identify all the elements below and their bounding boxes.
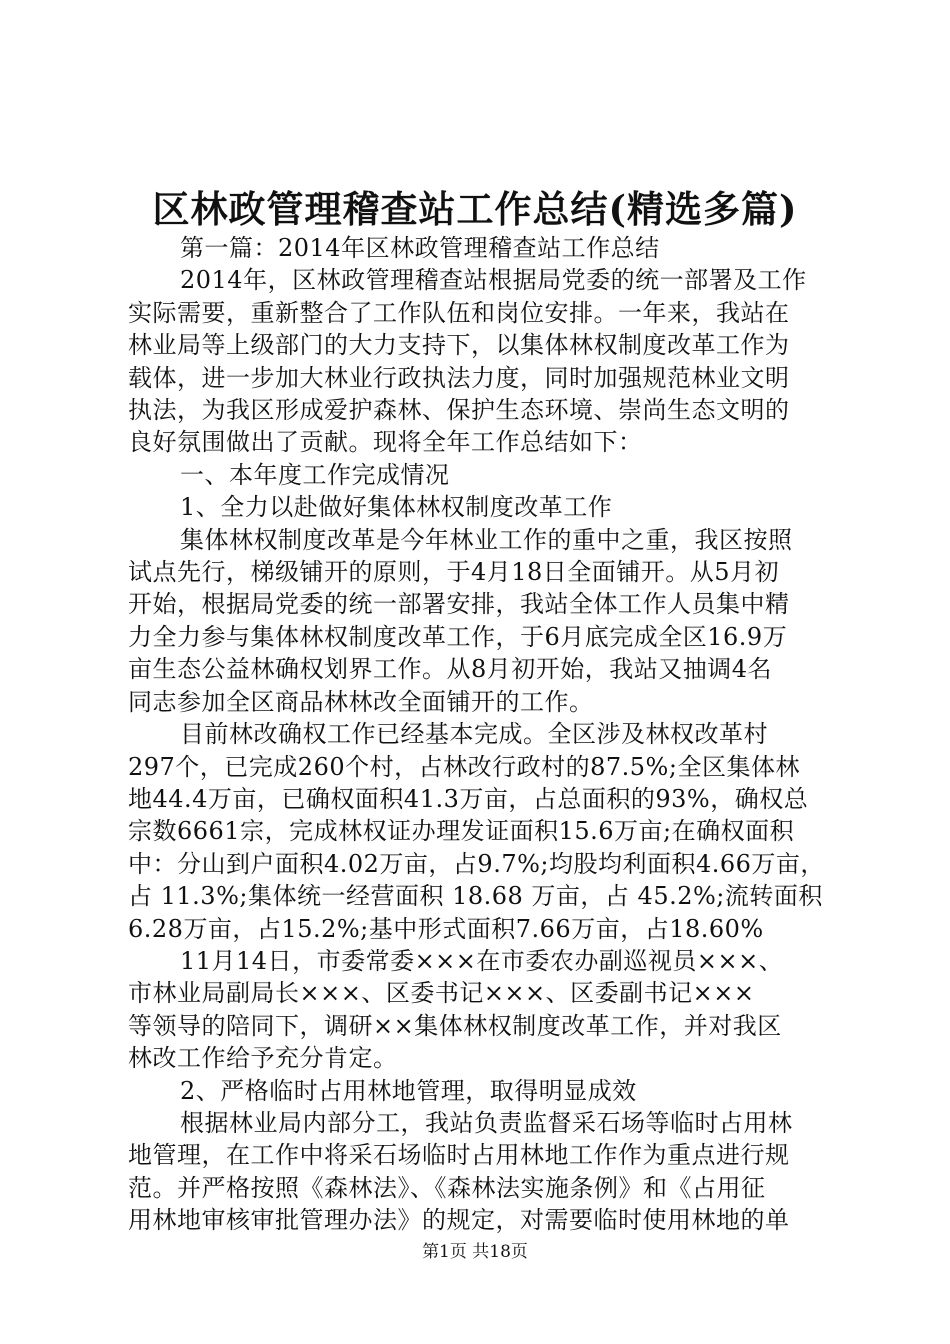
document-body xyxy=(128,232,828,1237)
section-heading: 一、本年度工作完成情况 xyxy=(180,460,450,489)
text-line: 目前林改确权工作已经基本完成。全区涉及林权改革村 xyxy=(180,720,768,749)
text-line: 范。并严格按照《森林法》、《森林法实施条例》和《占用征 xyxy=(128,1173,766,1202)
subsection-heading: 1、全力以赴做好集体林权制度改革工作 xyxy=(180,493,613,522)
text-line: 亩生态公益林确权划界工作。从8月初开始，我站又抽调4名 xyxy=(128,655,773,684)
text-line: 根据林业局内部分工，我站负责监督采石场等临时占用林 xyxy=(180,1108,793,1137)
document-title: 区林政管理稽查站工作总结(精选多篇) xyxy=(152,187,798,231)
text-line: 开始，根据局党委的统一部署安排，我站全体工作人员集中精 xyxy=(128,590,790,619)
text-line: 占 11.3%;集体统一经营面积 18.68 万亩，占 45.2%;流转面积 xyxy=(128,882,823,911)
text-line: 市林业局副局长×××、区委书记×××、区委副书记××× xyxy=(128,979,755,1008)
text-line: 2014年，区林政管理稽查站根据局党委的统一部署及工作 xyxy=(180,266,807,295)
text-line: 力全力参与集体林权制度改革工作，于6月底完成全区16.9万 xyxy=(128,622,788,651)
text-line: 6.28万亩，占15.2%;基中形式面积7.66万亩，占18.60% xyxy=(128,914,764,943)
text-line: 第一篇：2014年区林政管理稽查站工作总结 xyxy=(180,234,660,262)
text-line: 地管理，在工作中将采石场临时占用林地工作作为重点进行规 xyxy=(128,1141,790,1170)
text-line: 载体，进一步加大林业行政执法力度，同时加强规范林业文明 xyxy=(128,363,790,392)
text-line: 实际需要，重新整合了工作队伍和岗位安排。一年来，我站在 xyxy=(128,298,790,327)
text-line: 宗数6661宗，完成林权证办理发证面积15.6万亩;在确权面积 xyxy=(128,817,795,846)
text-line: 良好氛围做出了贡献。现将全年工作总结如下： xyxy=(128,428,643,457)
text-line: 执法，为我区形成爱护森林、保护生态环境、崇尚生态文明的 xyxy=(128,396,790,425)
text-line: 林改工作给予充分肯定。 xyxy=(128,1044,398,1073)
body-paragraphs xyxy=(128,232,828,1237)
text-line: 地44.4万亩，已确权面积41.3万亩，占总面积的93%，确权总 xyxy=(128,784,809,813)
text-line: 集体林权制度改革是今年林业工作的重中之重，我区按照 xyxy=(180,525,793,554)
text-line: 297个，已完成260个村，占林改行政村的87.5%;全区集体林 xyxy=(128,752,800,781)
text-line: 用林地审核审批管理办法》的规定，对需要临时使用林地的单 xyxy=(128,1206,790,1235)
text-line: 同志参加全区商品林林改全面铺开的工作。 xyxy=(128,687,594,716)
subsection-heading: 2、严格临时占用林地管理，取得明显成效 xyxy=(180,1076,637,1105)
text-line: 试点先行，梯级铺开的原则，于4月18日全面铺开。从5月初 xyxy=(128,558,780,587)
text-line: 11月14日，市委常委×××在市委农办副巡视员×××、 xyxy=(180,946,784,975)
text-line: 中：分山到户面积4.02万亩，占9.7%;均股均利面积4.66万亩， xyxy=(128,849,825,878)
text-line: 林业局等上级部门的大力支持下，以集体林权制度改革工作为 xyxy=(128,331,790,360)
page-footer: 第1页 共18页 xyxy=(422,1242,528,1262)
text-line: 等领导的陪同下，调研××集体林权制度改革工作，并对我区 xyxy=(128,1011,782,1040)
